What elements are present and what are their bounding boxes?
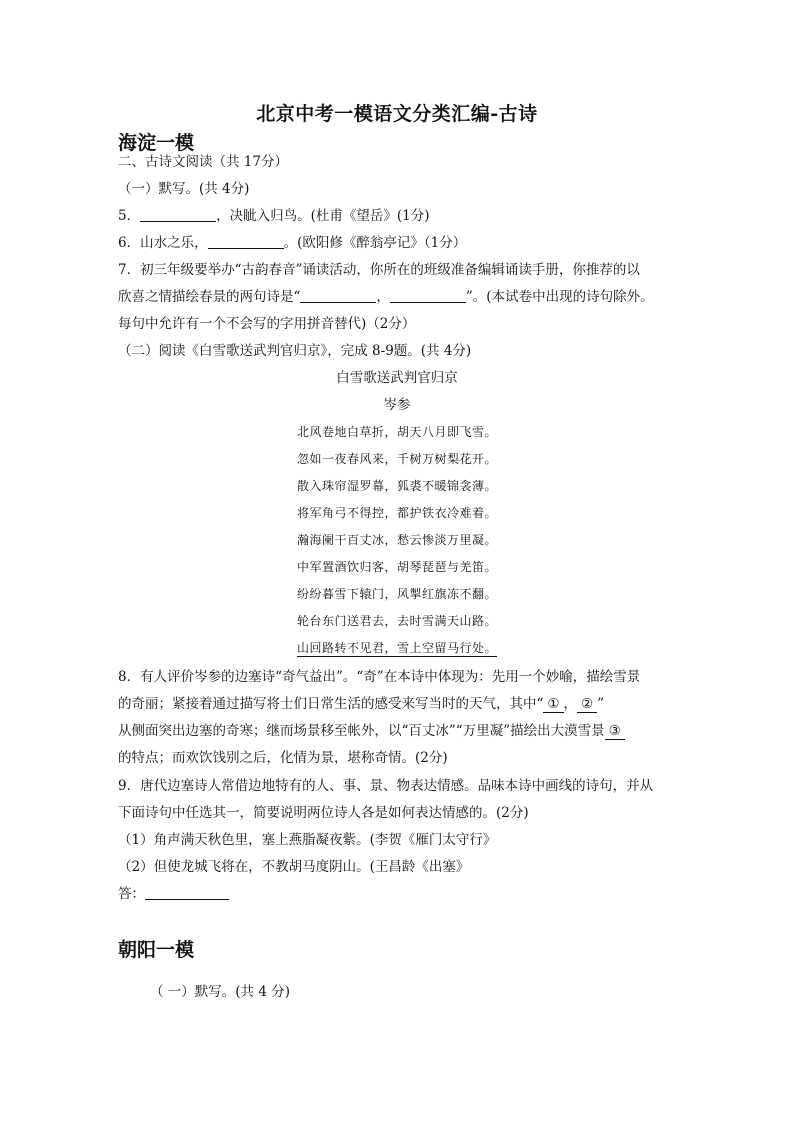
poem-line-underlined [0, 640, 794, 656]
question-9-line-2: 下面诗句中任选其一，简要说明两位诗人各是如何表达情感的。(2分) [118, 805, 529, 821]
question-7-comma: ， [376, 289, 390, 305]
subsection-dictation-2: （ 一）默写。(共 4 分) [150, 984, 290, 1000]
answer-line [118, 885, 229, 903]
question-7-line-3: 每句中允许有一个不会写的字用拼音替代)（2分） [118, 316, 416, 332]
poem-line: 北风卷地白草折，胡天八月即飞雪。 [296, 425, 497, 439]
question-9-option-1: （1）角声满天秋色里，塞上燕脂凝夜紫。(李贺《雁门太守行》 [118, 832, 497, 848]
poem-line: 散入珠帘湿罗幕，狐裘不暖锦衾薄。 [296, 479, 497, 493]
question-8-line-2 [118, 695, 604, 713]
poem-author: 岑参 [383, 397, 411, 413]
question-7-text-a: 欣喜之情描绘春景的两句诗是“ [118, 289, 301, 305]
question-5-text: ，决眦入归鸟。(杜甫《望岳》(1分) [216, 208, 430, 224]
question-5 [118, 207, 429, 225]
question-6 [118, 234, 466, 252]
question-7-line-1: 7．初三年级要举办“古韵春音”诵读活动，你所在的班级准备编辑诵读手册，你推荐的以 [118, 262, 640, 278]
question-5-number: 5． [118, 208, 141, 224]
underlined-poem-text: 山回路转不见君，雪上空留马行处。 [296, 641, 497, 655]
question-8-line-4: 的特点；而欢饮饯别之后，化情为景，堪称奇情。(2分) [118, 750, 448, 766]
blank-mark-3: ③ [605, 723, 625, 740]
question-8-line-3 [118, 722, 625, 740]
subsection-dictation: （一）默写。(共 4分) [118, 181, 250, 197]
poem-title: 白雪歌送武判官归京 [336, 370, 458, 386]
answer-blank [300, 288, 376, 303]
question-7-line-2 [118, 288, 654, 306]
answer-blank [208, 234, 284, 249]
poem-line: 轮台东门送君去，去时雪满天山路。 [296, 614, 497, 628]
question-8-text-a: 的奇丽；紧接着通过描写将士们日常生活的感受来写当时的天气，其中“ [118, 696, 544, 712]
answer-blank [140, 207, 216, 222]
section-heading-chaoyang: 朝阳一模 [118, 939, 195, 961]
section-heading-haidian: 海淀一模 [118, 132, 195, 154]
answer-label: 答： [118, 886, 145, 902]
question-7-text-c: ”。(本试卷中出现的诗句除外。 [465, 289, 654, 305]
question-8-text-b: 从侧面突出边塞的奇寒；继而场景移至帐外，以“百丈冰”“万里凝”描绘出大漠雪景 [118, 723, 605, 739]
poem-line: 将军角弓不得控，都护铁衣冷难着。 [296, 506, 497, 520]
blank-mark-2: ② [577, 696, 597, 713]
question-8-line-1: 8．有人评价岑参的边塞诗“奇气益出”。“奇”在本诗中体现为：先用一个妙喻，描绘雪景 [118, 669, 641, 685]
document-title: 北京中考一模语文分类汇编-古诗 [256, 103, 538, 125]
question-6-end: 。(欧阳修《醉翁亭记》（1分） [283, 235, 467, 251]
subsection-reading: （二）阅读《白雪歌送武判官归京》，完成 8-9题。(共 4分) [118, 343, 472, 359]
question-8-comma: ， [563, 696, 578, 712]
poem-line: 忽如一夜春风来，千树万树梨花开。 [296, 452, 497, 466]
answer-blank [390, 288, 466, 303]
poem-line: 瀚海阑干百丈冰，愁云惨淡万里凝。 [296, 533, 497, 547]
question-8-quote-end: ” [597, 696, 605, 712]
answer-blank [145, 885, 229, 900]
question-6-text: 6．山水之乐， [118, 235, 208, 251]
poem-line: 纷纷暮雪下辕门，风掣红旗冻不翻。 [296, 587, 497, 601]
question-9-option-2: （2）但使龙城飞将在，不教胡马度阴山。(王昌龄《出塞》 [118, 859, 470, 875]
question-9-line-1: 9．唐代边塞诗人常借边地特有的人、事、景、物表达情感。品味本诗中画线的诗句，并从 [118, 778, 654, 794]
part-title: 二、古诗文阅读（共 17分） [118, 154, 288, 170]
blank-mark-1: ① [543, 696, 563, 713]
poem-line: 中军置酒饮归客，胡琴琵琶与羌笛。 [296, 560, 497, 574]
